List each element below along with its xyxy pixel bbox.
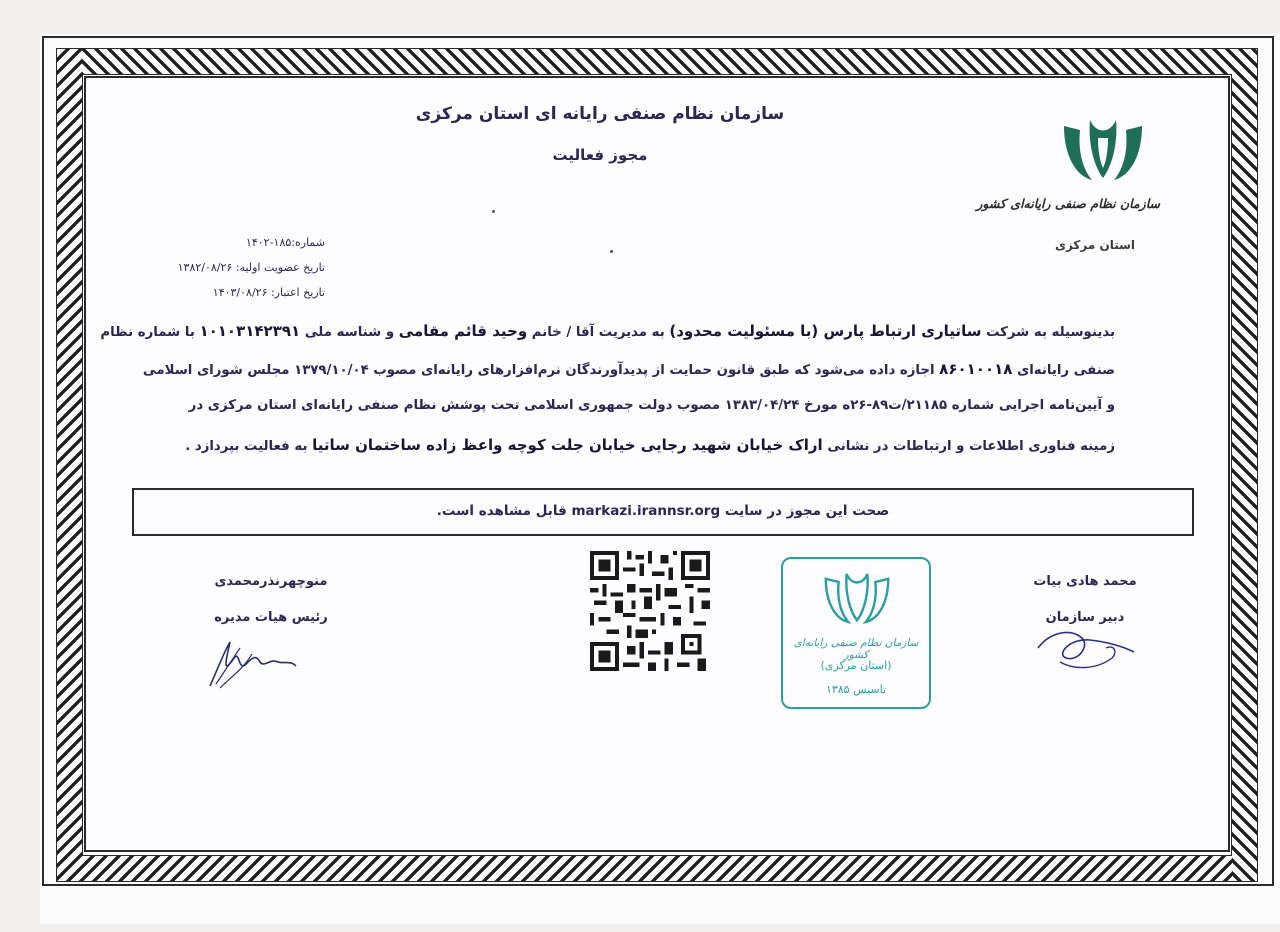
secretary-title: دبیر سازمان bbox=[1045, 610, 1125, 625]
first-membership-date: تاریخ عضویت اولیه: ۱۳۸۲/۰۸/۲۶ bbox=[177, 261, 325, 274]
document-title: مجوز فعالیت bbox=[552, 146, 648, 164]
logo-org-name: سازمان نظام صنفی رایانه‌ای کشور bbox=[976, 196, 1160, 211]
body-line-2 bbox=[143, 360, 1115, 378]
body-text: با شماره نظام bbox=[100, 325, 195, 340]
certificate-body bbox=[86, 78, 1228, 850]
validity-date: تاریخ اعتبار: ۱۴۰۳/۰۸/۲۶ bbox=[212, 286, 325, 299]
organization-title: سازمان نظام صنفی رایانه ای استان مرکزی bbox=[415, 104, 785, 124]
chairman-name: منوچهرنذرمحمدی bbox=[214, 574, 328, 589]
notice-text: صحت این مجوز در سایت bbox=[724, 503, 890, 519]
chairman-signature-icon bbox=[200, 628, 310, 698]
secretary-name: محمد هادی بیات bbox=[1033, 574, 1137, 589]
body-line-4 bbox=[185, 436, 1115, 454]
body-text: اجازه داده می‌شود که طبق قانون حمایت از پدیدآورندگان نرم‌افزارهای رایانه‌ای مصوب ۱۳۷۹/۱۰/۰۴ مجلس شورای اسلامی bbox=[142, 363, 935, 378]
verification-qr-code[interactable] bbox=[590, 551, 710, 671]
membership-number: ۸۶۰۱۰۰۱۸ bbox=[939, 360, 1013, 378]
national-id: ۱۰۱۰۳۱۴۲۳۹۱ bbox=[199, 322, 301, 340]
verification-text bbox=[134, 503, 1192, 519]
body-line-3: و آیین‌نامه اجرایی شماره ۲۱۱۸۵/ت۸۹-۲۶ه مورخ ۱۳۸۳/۰۴/۲۴ مصوب دولت جمهوری اسلامی تحت پوشش نظام صنفی رایانه‌ای استان مرکزی در bbox=[188, 398, 1115, 413]
secretary-signature-icon bbox=[1030, 618, 1140, 678]
body-line-1 bbox=[100, 322, 1115, 340]
company-name: ساتیاری ارتباط پارس (با مسئولیت محدود) bbox=[669, 322, 982, 340]
organization-logo-icon bbox=[1058, 116, 1148, 184]
body-text: صنفی رایانه‌ای bbox=[1017, 363, 1115, 378]
verification-notice bbox=[132, 488, 1194, 536]
body-text: به فعالیت بپردازد . bbox=[185, 439, 308, 454]
manager-name: وحید قائم مقامی bbox=[398, 322, 528, 340]
body-text: به مدیریت آقا / خانم bbox=[531, 325, 665, 340]
body-text: و شناسه ملی bbox=[304, 325, 395, 340]
official-stamp bbox=[781, 557, 931, 709]
stamp-logo-icon bbox=[821, 569, 893, 627]
stamp-org-name: سازمان نظام صنفی رایانه‌ای کشور bbox=[793, 637, 919, 661]
business-address: اراک خیابان شهید رجایی خیابان جلت کوچه واعظ زاده ساختمان ساتیا bbox=[312, 436, 823, 454]
stamp-founded: تاسیس ۱۳۸۵ bbox=[825, 683, 887, 696]
chairman-title: رئیس هیات مدیره bbox=[214, 610, 328, 625]
stamp-province: (استان مرکزی) bbox=[820, 659, 892, 672]
certificate-number: شماره:۱۸۵-۱۴۰۲ bbox=[245, 236, 325, 249]
body-text: زمینه فناوری اطلاعات و ارتباطات در نشانی bbox=[827, 439, 1115, 454]
scan-dot bbox=[492, 210, 495, 213]
verification-site-link[interactable]: markazi.irannsr.org bbox=[571, 503, 721, 519]
notice-text: قابل مشاهده است. bbox=[436, 503, 567, 519]
body-text: بدینوسیله به شرکت bbox=[986, 325, 1115, 340]
scan-dot bbox=[610, 250, 613, 253]
logo-province: استان مرکزی bbox=[1054, 238, 1136, 252]
